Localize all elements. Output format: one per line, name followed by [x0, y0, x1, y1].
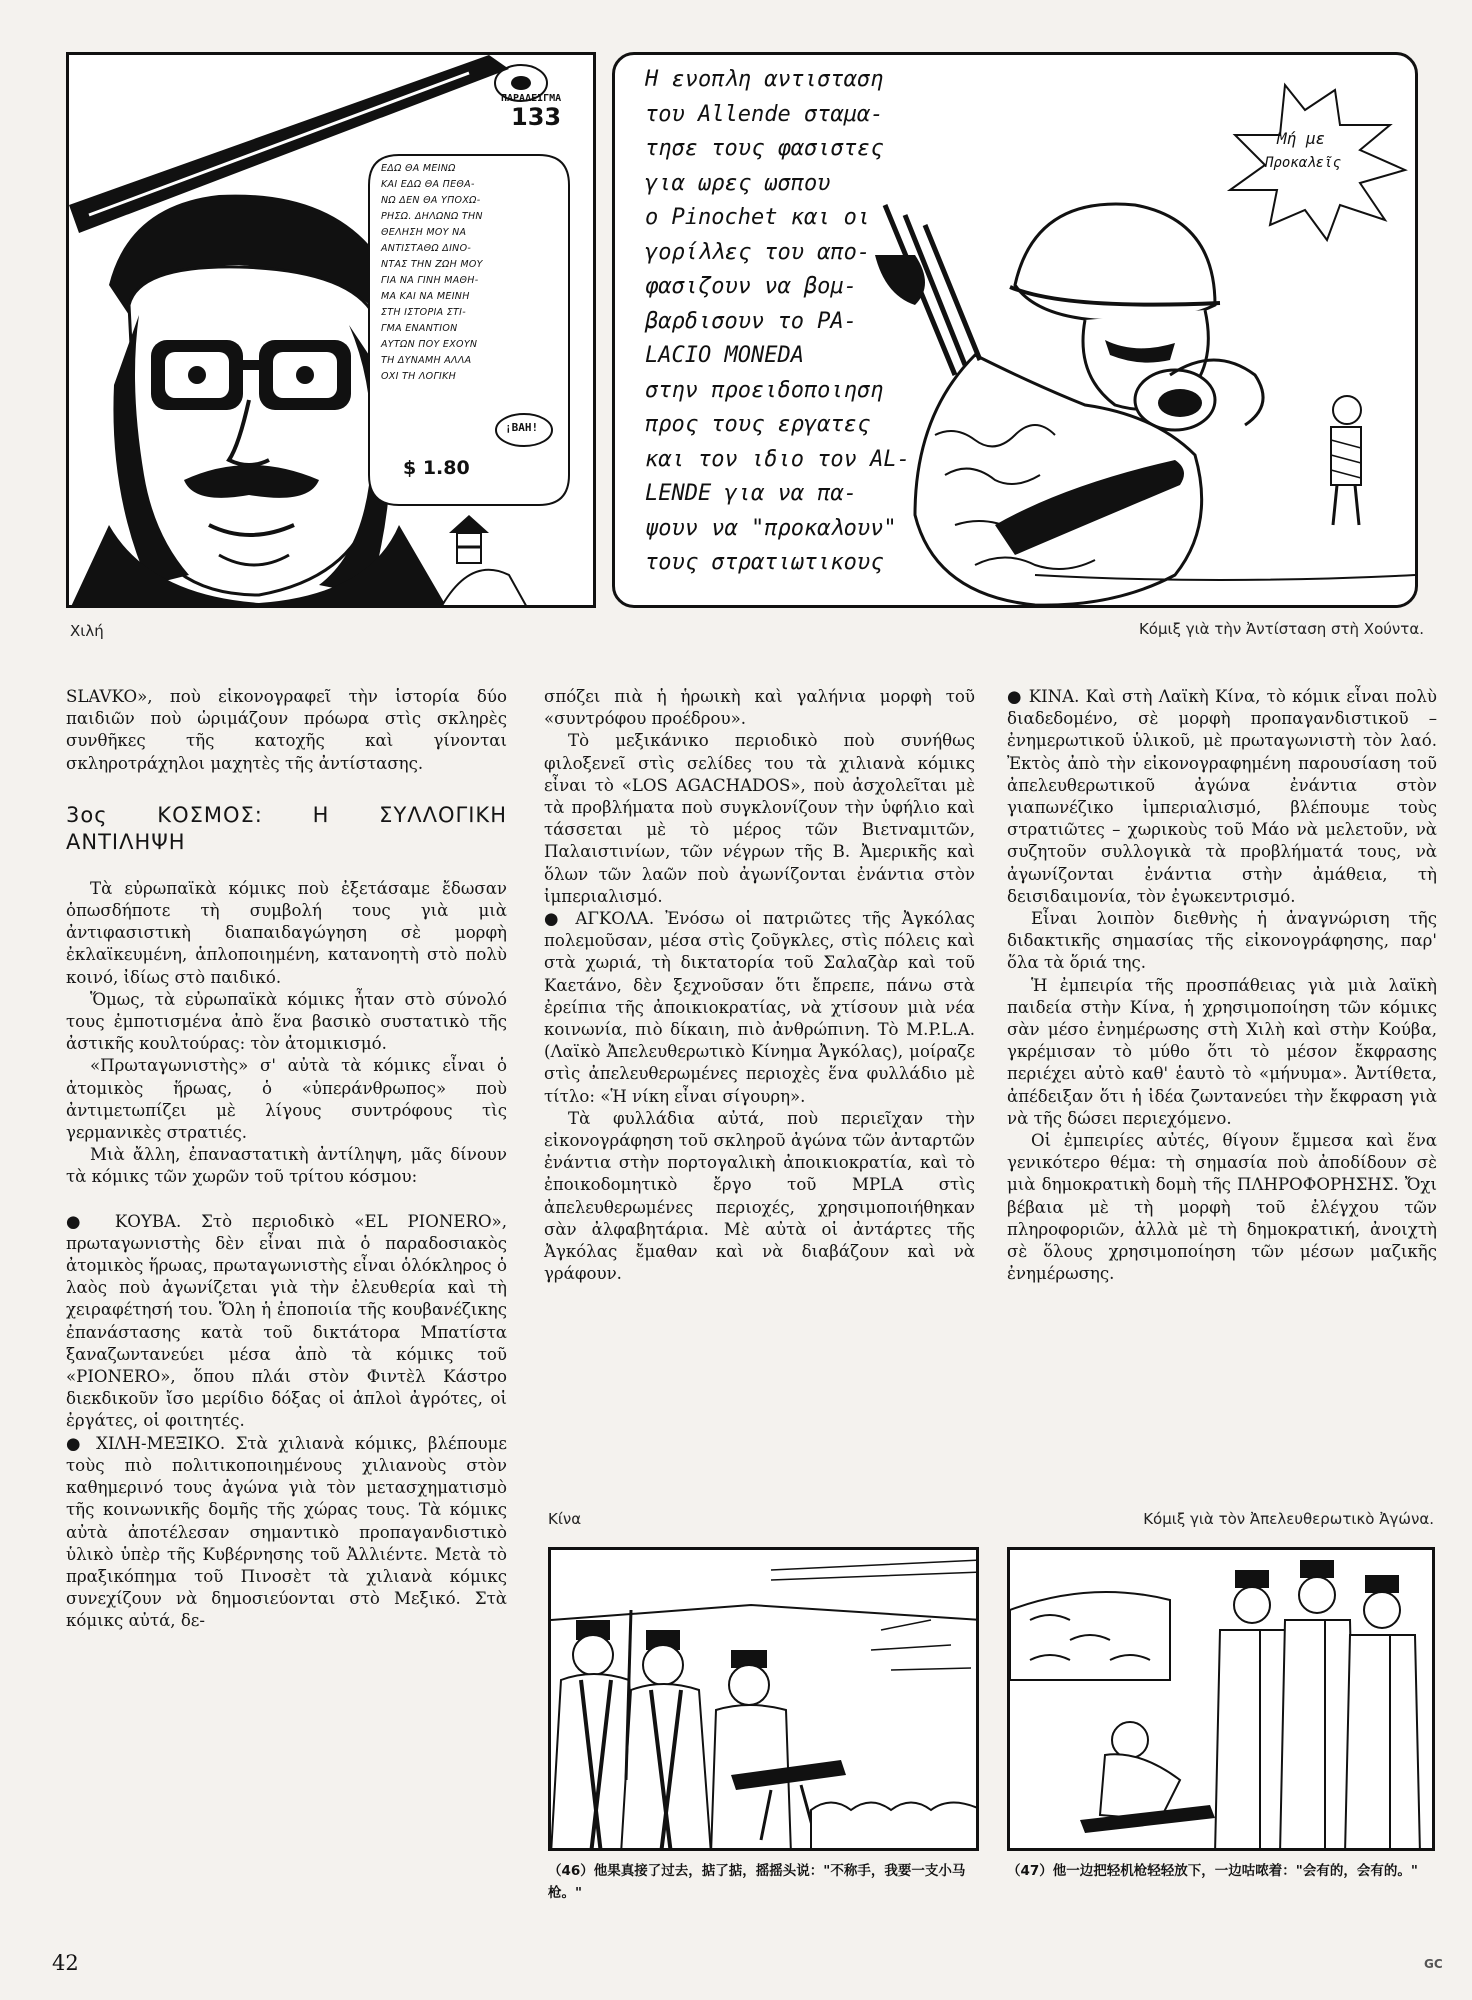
speech-line: ΡΗΣΩ. ΔΗΛΩΝΩ ΤΗΝ [381, 211, 483, 222]
angola-text: ΑΓΚΟΛΑ. Ἐνόσω οἱ πατριῶτες τῆς Ἀγκόλας πολεμοῦσαν, μέσα στὶς ζοῦγκλες, στὶς πόλεις καὶ στὰ χωριά, τὴ δικτατορία τοῦ Σαλαζὰρ καὶ τοῦ Καετάνο, δὲν ξεχνοῦσαν ὅτι ἔπρεπε, πάνω στὰ ἐρείπια τῆς ἀποικιοκρατίας, νὰ χτίσουν μιὰ νέα κοινωνία, πιὸ δίκαιη, πιὸ ἀνθρώπινη. Τὸ M.P.L.A. (Λαϊκὸ Ἀπελευθερωτικὸ Κίνημα Ἀγκόλας), μοίραζε στὶς ἀπελευθερωμένες περιοχὲς ἕνα φυλλάδιο μὲ τίτλο: «Ἡ νίκη εἶναι σίγουρη». [544, 909, 975, 1106]
col1-paragraph-cuba [66, 1211, 507, 1433]
text-column-2 [544, 686, 975, 1285]
section-heading: 3ος ΚΟΣΜΟΣ: Η ΣΥΛΛΟΓΙΚΗ ΑΝΤΙΛΗΨΗ [66, 802, 507, 854]
col3-paragraph: Οἱ ἐμπειρίες αὐτές, θίγουν ἔμμεσα καὶ ἕνα γενικότερο θέμα: τὴ σημασία ποὺ ἀποδίδουν σὲ μιὰ δημοκρατικὴ δομὴ τῆς ΠΛΗΡΟΦΟΡΗΣΗΣ. Ὄχι βέβαια μὲ τὴ μορφὴ τοῦ ἐλέγχου τῶν πληροφοριῶν, ἀλλὰ μὲ τὴ δημοκρατική, ἀνοιχτὴ σὲ ὅλους χρησιμοποίηση τῶν μέσων μαζικῆς ἐνημέρωσης. [1007, 1131, 1437, 1284]
china-comic-panel-46 [548, 1547, 979, 1851]
bah-exclamation: ¡BAH! [505, 421, 539, 434]
handwritten-line: τησε τους φασιστες [645, 136, 884, 161]
speech-line: ΚΑΙ ΕΔΩ ΘΑ ΠΕΘΑ- [381, 179, 475, 190]
col2-paragraph: Τὸ μεξικάνικο περιοδικὸ ποὺ συνήθως φιλοξενεῖ στὶς σελίδες του τὰ χιλιανὰ κόμικς εἶναι τὸ «LOS AGACHADOS», ποὺ ἀσχολεῖται μὲ τὰ προβλήματα ποὺ συγκλονίζουν τὴν ὑφήλιο καὶ τάσσεται μὲ τὸ μέρος τῶν Βιετναμιτῶν, Παλαιστινίων, τῶν νέγρων τῆς Β. Ἀμερικῆς καὶ ὅλων τῶν λαῶν ποὺ ἀγωνίζονται ἐνάντια στὸν ἰμπεριαλισμό. [544, 731, 975, 906]
speech-line: ΣΤΗ ΙΣΤΟΡΙΑ ΣΤΙ- [381, 307, 466, 318]
speech-line: ΜΑ ΚΑΙ ΝΑ ΜΕΙΝΗ [381, 291, 470, 302]
speech-line: ΓΙΑ ΝΑ ΓΙΝΗ ΜΑΘΗ- [381, 275, 479, 286]
china-text: ΚΙΝΑ. Καὶ στὴ Λαϊκὴ Κίνα, τὸ κόμικ εἶναι πολὺ διαδεδομένο, σὲ μορφὴ προπαγανδιστικοῦ – ἐνημερωτικοῦ ὑλικοῦ, μὲ πρωταγωνιστὴ τὸν λαό. Ἐκτὸς ἀπὸ τὴν εἰκονογραφημένη παρουσίαση τοῦ ἀπελευθερωτικοῦ ἀγώνα ἐνάντια στὸν γιαπωνέζικο ἰμπεριαλισμό, βλέπουμε τοὺς στρατιῶτες – χωρικοὺς τοῦ Μάο νὰ μελετοῦν, νὰ συζητοῦν συλλογικὰ τὰ προβλήματά τους, νὰ ἀγωνίζονται ἐνάντια στὴν ἀμάθεια, τὴ δεισιδαιμονία, τὸν ἐγωκεντρισμό. [1007, 687, 1437, 906]
cuba-text: ΚΟΥΒΑ. Στὸ περιοδικὸ «EL PIONERO», πρωταγωνιστὴς δὲν εἶναι πιὰ ὁ παραδοσιακὸς ἀτομικὸς ἥρωας, πρωταγωνιστὴς εἶναι ὁλόκληρος ὁ λαὸς ποὺ ἀγωνίζεται γιὰ τὴν ἐλευθερία καὶ τὴ χειραφέτησή του. Ὅλη ἡ ἐποποιία τῆς κουβανέζικης ἐπανάστασης κατὰ τοῦ δικτάτορα Μπατίστα ξαναζωντανεύει μέσα ἀπὸ τὰ κόμικς τοῦ «PIONERO», ὅπου πλάι στὸν Φιντὲλ Κάστρο διεκδικοῦν ἴσο μερίδιο δόξας οἱ ἁπλοὶ ἀγρότες, οἱ ἐργάτες, οἱ φοιτητές. [66, 1211, 507, 1431]
handwritten-line: στην προειδοποιηση [645, 377, 884, 403]
speech-line: ΟΧΙ ΤΗ ΛΟΓΙΚΗ [381, 371, 457, 382]
handwritten-line: LENDE για να πα- [645, 481, 857, 506]
col2-paragraph-angola [544, 908, 975, 1108]
col1-paragraph-chile-mexico [66, 1433, 507, 1633]
page-number: 42 [52, 1951, 79, 1975]
handwritten-line: για ωρες ωσπου [645, 170, 831, 196]
col3-paragraph-china [1007, 686, 1437, 908]
price-tag: $ 1.80 [403, 457, 470, 479]
bullet-icon: ● [66, 1433, 97, 1453]
text-column-3 [1007, 686, 1437, 1285]
china-caption-47: （47）他一边把轻机枪轻轻放下，一边咕哝着："会有的，会有的。" [1007, 1863, 1418, 1879]
speech-line: ΤΗ ΔΥΝΑΜΗ ΑΛΛΑ [381, 355, 472, 366]
caption-liberation: Κόμιξ γιὰ τὸν Ἀπελευθερωτικὸ Ἀγώνα. [1143, 1510, 1434, 1528]
handwritten-line: του Allende σταμα- [645, 101, 884, 127]
handwritten-line: Η ενοπλη αντισταση [645, 67, 884, 92]
caption-chile: Χιλή [70, 622, 104, 640]
bullet-icon: ● [544, 909, 576, 929]
handwritten-line: τους στρατιωτικους [645, 550, 884, 575]
col2-paragraph: σπόζει πιὰ ἡ ἡρωικὴ καὶ γαλήνια μορφὴ τοῦ «συντρόφου προέδρου». [544, 687, 975, 729]
soldiers-drawing [551, 1550, 979, 1851]
handwritten-line: και τον ιδιο τον AL- [645, 446, 910, 472]
caption-junta: Κόμιξ γιὰ τὴν Ἀντίσταση στὴ Χούντα. [1138, 620, 1424, 638]
speech-line: ΝΩ ΔΕΝ ΘΑ ΥΠΟΧΩ- [381, 195, 481, 206]
soldiers-drawing [1010, 1550, 1435, 1851]
col1-paragraph: Ὅμως, τὰ εὐρωπαϊκὰ κόμικς ἦταν στὸ σύνολό τους ἐμποτισμένα ἀπὸ ἕνα βασικὸ συστατικὸ τῆς ἀστικῆς κουλτούρας: τὸν ἀτομικισμό. [66, 989, 507, 1054]
china-comic-panel-47 [1007, 1547, 1435, 1851]
chile-speech-bubble [381, 161, 566, 385]
speech-line: ΝΤΑΣ ΤΗΝ ΖΩΗ ΜΟΥ [381, 259, 483, 270]
col1-paragraph: «Πρωταγωνιστὴς» σ' αὐτὰ τὰ κόμικς εἶναι ὁ ἀτομικὸς ἥρωας, ὁ «ὑπεράνθρωπος» ποὺ ἀντιμετωπίζει μὲ λίγους συντρόφους τὶς γερμανικὲς στρατιές. [66, 1056, 507, 1143]
handwritten-line: γορίλλες του απο- [645, 239, 871, 265]
col3-paragraph: Εἶναι λοιπὸν διεθνὴς ἡ ἀναγνώριση τῆς διδακτικῆς σημασίας τῆς εἰκονογράφησης, παρ' ὅλα τὰ ὅριά της. [1007, 909, 1437, 973]
text-column-1 [66, 686, 507, 1633]
handwritten-line: LACIO MONEDA [645, 343, 804, 368]
bullet-icon: ● [1007, 687, 1029, 706]
speech-line: ΘΕΛΗΣΗ ΜΟΥ ΝΑ [381, 227, 467, 238]
handwritten-line: φασιζουν να βομ- [645, 274, 857, 299]
col1-paragraph: SLAVKO», ποὺ εἰκονογραφεῖ τὴν ἱστορία δύο παιδιῶν ποὺ ὡριμάζουν πρόωρα στὶς σκληρὲς συνθῆκες τῆς κατοχῆς καὶ γίνονται σκληροτράχηλοι μαχητὲς τῆς ἀντίστασης. [66, 687, 507, 773]
shout-line-1: Μή με [1277, 129, 1326, 148]
handwritten-line: ο Pinochet και οι [645, 205, 871, 230]
speech-line: ΕΔΩ ΘΑ ΜΕΙΝΩ [381, 163, 456, 174]
scanner-mark: GC [1424, 1957, 1443, 1971]
speech-line: ΑΥΤΩΝ ΠΟΥ ΕΧΟΥΝ [381, 339, 478, 350]
col2-paragraph: Τὰ φυλλάδια αὐτά, ποὺ περιεῖχαν τὴν εἰκονογράφηση τοῦ σκληροῦ ἀγώνα τῶν ἀνταρτῶν ἐνάντια στὴν πορτογαλικὴ ἀποικιοκρατία, καὶ τὸ ἐποικοδομητικὸ ἔργο τοῦ MPLA στὶς ἀπελευθερωμένες περιοχές, χρησιμοποιήθηκαν σὰν ἀλφαβητάρια. Μὲ αὐτὰ οἱ ἀντάρτες τῆς Ἀγκόλας ἔμαθαν καὶ νὰ διαβάζουν καὶ νὰ γράφουν. [544, 1108, 975, 1284]
col1-paragraph: Μιὰ ἄλλη, ἐπαναστατικὴ ἀντίληψη, μᾶς δίνουν τὰ κόμικς τῶν χωρῶν τοῦ τρίτου κόσμου: [66, 1145, 507, 1187]
comic-number: 133 [511, 103, 562, 131]
junta-comic-illustration [612, 52, 1418, 608]
handwritten-line: προς τους εργατες [645, 412, 871, 437]
col1-paragraph: Τὰ εὐρωπαϊκὰ κόμικς ποὺ ἐξετάσαμε ἔδωσαν ὁπωσδήποτε τὴ συμβολή τους γιὰ μιὰ ἀντιφασιστικὴ διαπαιδαγώγηση σὲ μορφὴ ἐκλαϊκευμένη, ἁπλοποιημένη, κατανοητὴ στὸ πολὺ κοινό, ἰδίως στὸ παιδικό. [66, 878, 507, 987]
shout-line-2: Προκαλεῖς [1265, 155, 1341, 171]
chile-mexico-text: ΧΙΛΗ-ΜΕΞΙΚΟ. Στὰ χιλιανὰ κόμικς, βλέπουμε τοὺς πιὸ πολιτικοποιημένους χιλιανοὺς στὸν καθημερινό τους ἀγώνα γιὰ τὸν μετασχηματισμὸ τῆς κοινωνικῆς δομῆς τῆς χώρας τους. Τὰ κόμικς αὐτὰ ἀποτέλεσαν σημαντικὸ προπαγανδιστικὸ ὑλικὸ ὑπὲρ τῆς Κυβέρνησης τοῦ Ἀλλιέντε. Μετὰ τὸ πραξικόπημα τοῦ Πινοσὲτ τὰ χιλιανὰ κόμικς συνεχίζουν νὰ δημοσιεύονται στὸ Μεξικό. Στὰ κόμικς αὐτά, δε- [66, 1433, 507, 1631]
speech-line: ΓΜΑ ΕΝΑΝΤΙΟΝ [381, 323, 458, 334]
speech-line: ΑΝΤΙΣΤΑΘΩ ΔΙΝΟ- [381, 243, 472, 254]
chile-stamp: ΠΑΡΑΔΕΙΓΜΑ [501, 93, 562, 104]
handwritten-line: βαρδισουν το PA- [645, 308, 857, 334]
china-caption-46: （46）他果真接了过去，掂了掂，摇摇头说："不称手，我要一支小马枪。" [548, 1863, 966, 1901]
handwritten-line: ψουν να "προκαλουν" [645, 515, 897, 541]
junta-handwritten-text [645, 63, 975, 581]
caption-china: Κίνα [548, 1510, 582, 1528]
bullet-icon: ● [66, 1211, 115, 1231]
col3-paragraph: Ἡ ἐμπειρία τῆς προσπάθειας γιὰ μιὰ λαϊκὴ παιδεία στὴν Κίνα, ἡ χρησιμοποίηση τῶν κόμικς σὰν μέσο ἐνημέρωσης στὴ Χιλὴ καὶ στὴν Κούβα, γκρέμισαν τὸ μύθο ὅτι τὸ μέσον ἔκφρασης περιέχει αὐτὸ καθ' ἑαυτὸ τὸ «μήνυμα». Ἀντίθετα, ἀπέδειξαν ὅτι ἡ ἰδέα ζωντανεύει τὴν ἔκφραση γιὰ νὰ τῆς δώσει περιεχόμενο. [1007, 975, 1437, 1128]
chile-comic-illustration [66, 52, 596, 608]
